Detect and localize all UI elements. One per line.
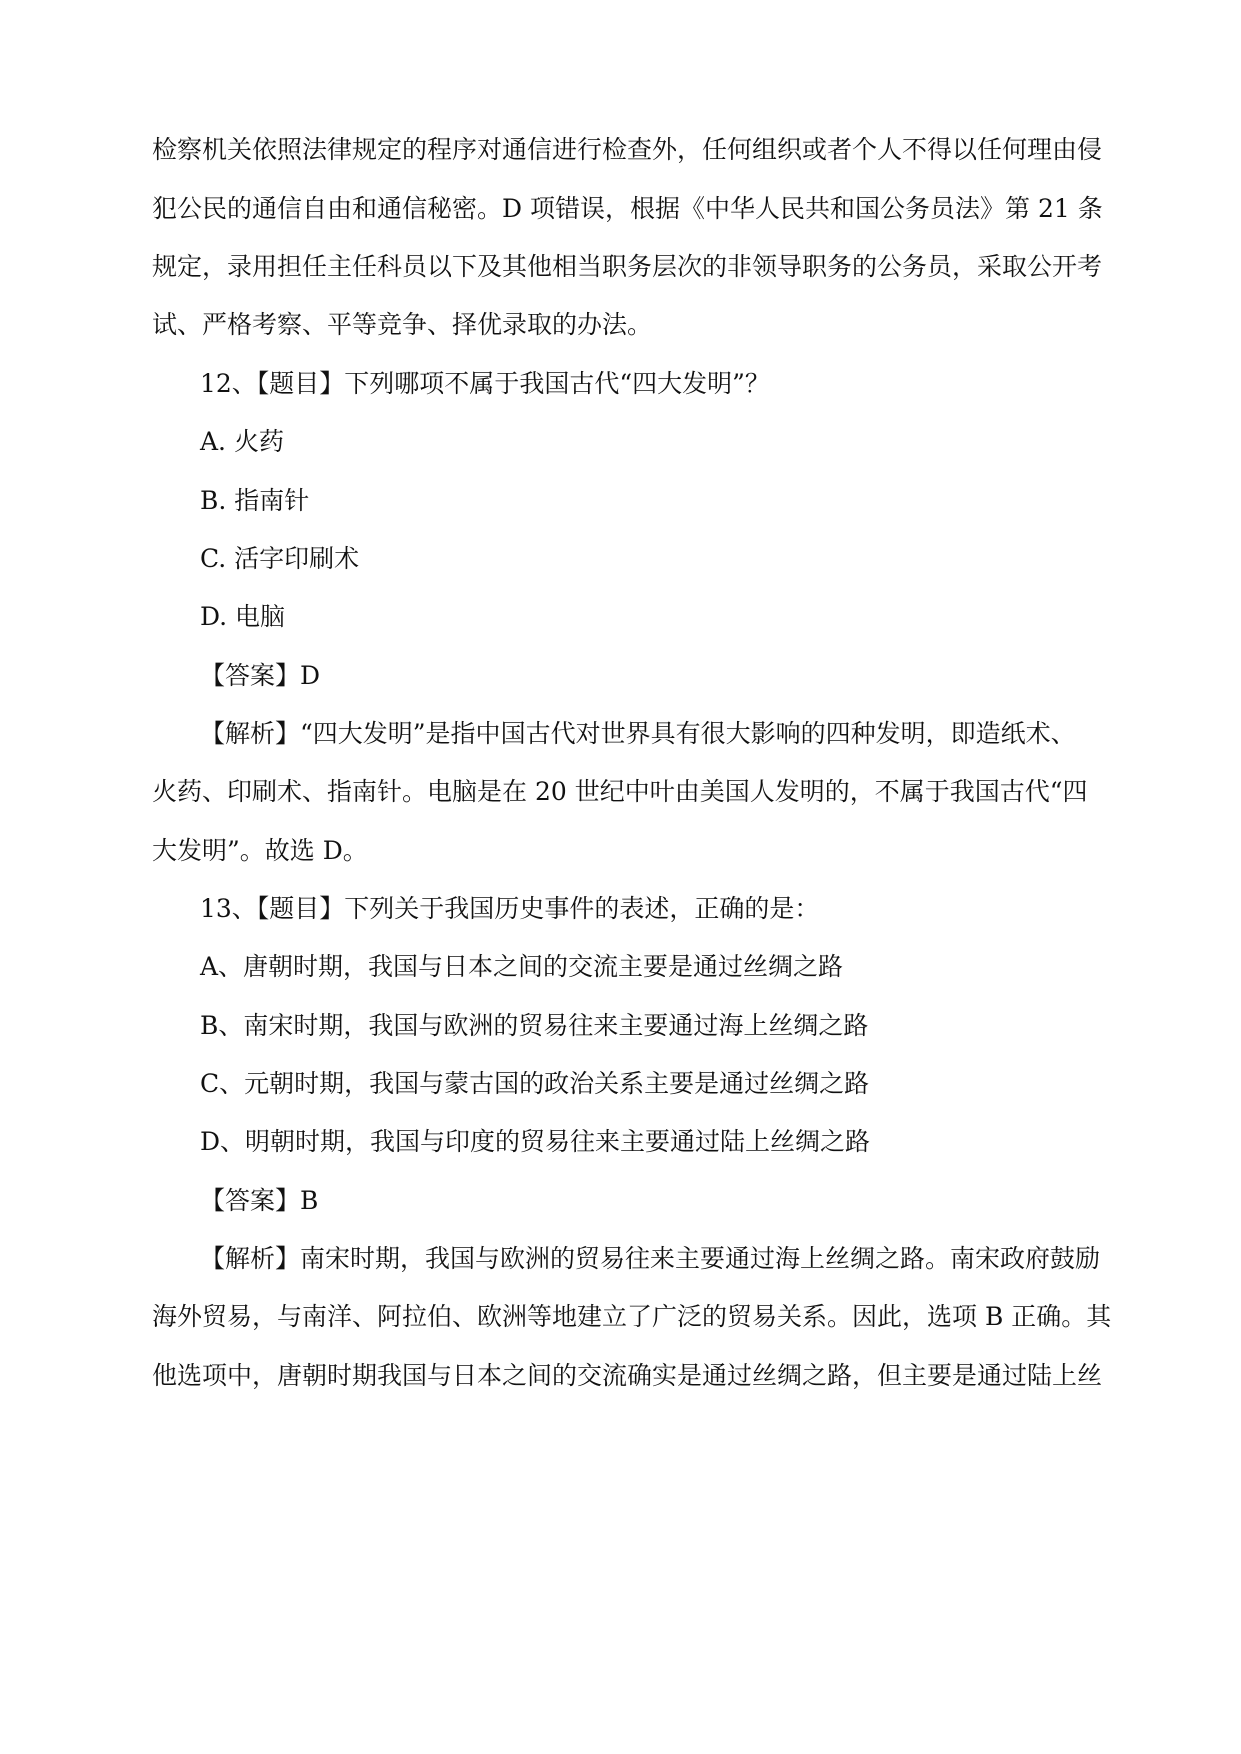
q12-analysis-line-2: 火药、印刷术、指南针。电脑是在 20 世纪中叶由美国人发明的，不属于我国古代“四 xyxy=(152,777,1088,806)
q12-option-d: D. 电脑 xyxy=(200,602,286,631)
intro-line-1: 检察机关依照法律规定的程序对通信进行检查外，任何组织或者个人不得以任何理由侵 xyxy=(152,135,1103,164)
q12-option-c: C. 活字印刷术 xyxy=(200,544,360,573)
q12-answer: 【答案】D xyxy=(200,661,321,690)
intro-line-4: 试、严格考察、平等竞争、择优录取的办法。 xyxy=(152,310,653,339)
intro-line-3: 规定，录用担任主任科员以下及其他相当职务层次的非领导职务的公务员，采取公开考 xyxy=(152,252,1103,281)
q12-question: 12、【题目】下列哪项不属于我国古代“四大发明”？ xyxy=(200,369,770,398)
q13-analysis-line-2: 海外贸易，与南洋、阿拉伯、欧洲等地建立了广泛的贸易关系。因此，选项 B 正确。其 xyxy=(152,1302,1112,1331)
q12-option-a: A. 火药 xyxy=(200,427,284,456)
q13-analysis-line-1: 【解析】南宋时期，我国与欧洲的贸易往来主要通过海上丝绸之路。南宋政府鼓励 xyxy=(200,1244,1101,1273)
q13-option-a: A、唐朝时期，我国与日本之间的交流主要是通过丝绸之路 xyxy=(200,952,844,981)
q13-option-d: D、明朝时期，我国与印度的贸易往来主要通过陆上丝绸之路 xyxy=(200,1127,871,1156)
q13-answer: 【答案】B xyxy=(200,1186,319,1215)
intro-line-2: 犯公民的通信自由和通信秘密。D 项错误，根据《中华人民共和国公务员法》第 21 条 xyxy=(152,194,1103,223)
q12-option-b: B. 指南针 xyxy=(200,486,310,515)
q13-option-c: C、元朝时期，我国与蒙古国的政治关系主要是通过丝绸之路 xyxy=(200,1069,870,1098)
q13-analysis-line-3: 他选项中，唐朝时期我国与日本之间的交流确实是通过丝绸之路，但主要是通过陆上丝 xyxy=(152,1361,1103,1390)
q12-analysis-line-3: 大发明”。故选 D。 xyxy=(152,836,368,865)
q13-option-b: B、南宋时期，我国与欧洲的贸易往来主要通过海上丝绸之路 xyxy=(200,1011,869,1040)
q13-question: 13、【题目】下列关于我国历史事件的表述，正确的是： xyxy=(200,894,820,923)
q12-analysis-line-1: 【解析】“四大发明”是指中国古代对世界具有很大影响的四种发明，即造纸术、 xyxy=(200,719,1076,748)
